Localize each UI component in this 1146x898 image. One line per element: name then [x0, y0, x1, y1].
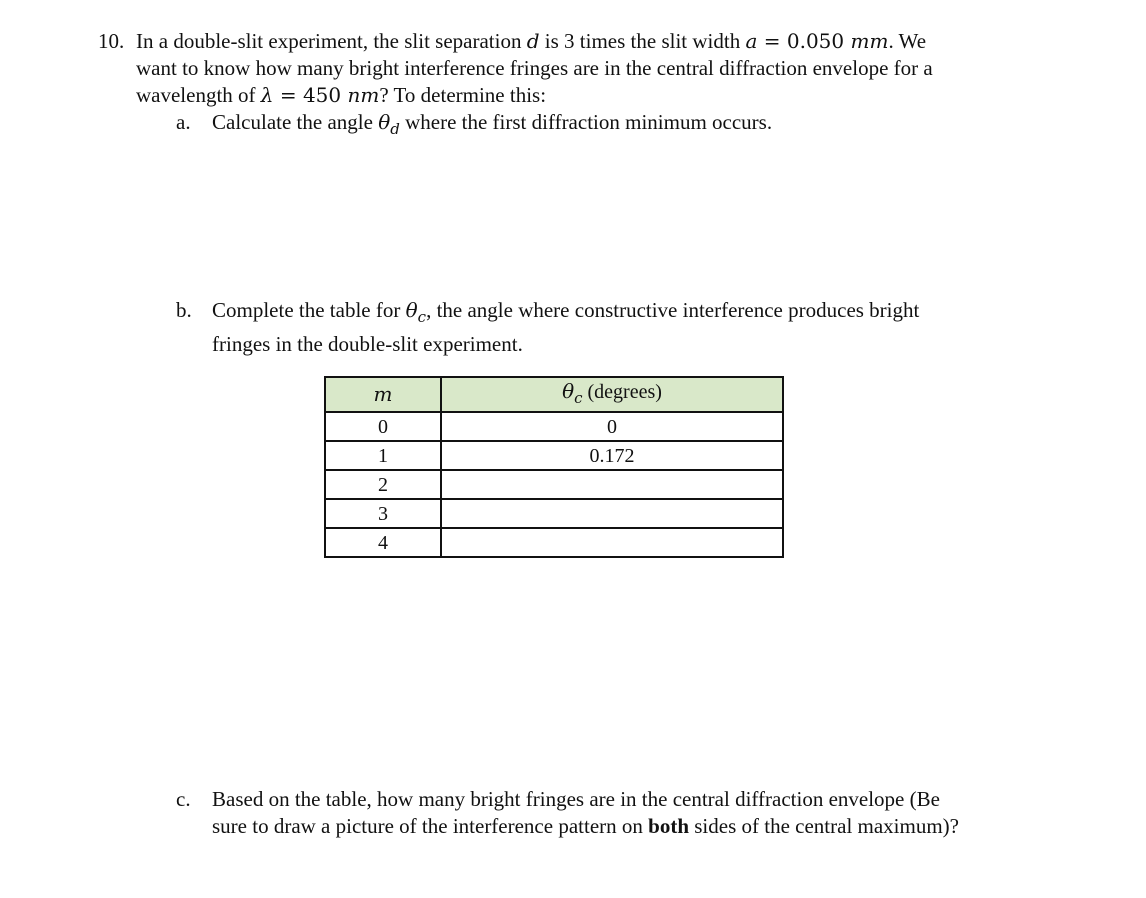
header-theta-symbol: θ [562, 379, 575, 403]
part-b-line-1 [212, 297, 919, 331]
unit-mm: mm [850, 29, 889, 53]
part-a-text [212, 109, 772, 143]
header-m-label: m [373, 382, 393, 406]
cell-m: 3 [325, 499, 441, 528]
table-row [325, 441, 783, 470]
part-b-text [212, 297, 919, 358]
variable-theta: θ [378, 110, 391, 134]
cell-theta[interactable] [441, 470, 783, 499]
part-b-text-segment: Complete the table for [212, 298, 406, 322]
variable-d: d [526, 29, 540, 53]
subscript-c: c [417, 308, 427, 326]
part-c-text [212, 786, 959, 840]
variable-lambda: λ [260, 83, 274, 107]
table-row [325, 528, 783, 557]
question-line-1 [136, 28, 1056, 55]
part-a-text-segment: Calculate the angle [212, 110, 379, 134]
question-text-segment: In a double-slit experiment, the slit separation [136, 29, 527, 53]
cell-m: 0 [325, 412, 441, 441]
part-c-line-2 [212, 813, 959, 840]
part-b-label: b. [176, 298, 192, 322]
variable-theta: θ [405, 298, 418, 322]
subscript-d: d [390, 120, 400, 138]
cell-m: 1 [325, 441, 441, 470]
part-b-line-2: fringes in the double-slit experiment. [212, 332, 523, 356]
question-text [136, 28, 1056, 109]
header-theta-subscript: c [574, 389, 583, 407]
part-b-text-segment: , the angle where constructive interference produces bright [426, 298, 920, 322]
part-a-label: a. [176, 110, 191, 134]
fringe-angle-table [324, 376, 784, 558]
header-theta-unit: (degrees) [582, 381, 662, 403]
wavelength-value: = 450 [273, 83, 348, 107]
question-text-segment: . We [888, 29, 927, 53]
part-c-text-segment: sides of the central maximum)? [689, 814, 959, 838]
cell-theta[interactable] [441, 499, 783, 528]
cell-m: 4 [325, 528, 441, 557]
part-c-text-segment: sure to draw a picture of the interference pattern on [212, 814, 649, 838]
table-row [325, 499, 783, 528]
table-row [325, 470, 783, 499]
question-text-segment: is 3 times the slit width [539, 29, 746, 53]
header-m [325, 377, 441, 412]
part-a-text-segment: where the first diffraction minimum occurs. [399, 110, 773, 134]
question-line-3 [136, 82, 1056, 109]
slit-width-value: = 0.050 [757, 29, 851, 53]
part-c-line-1: Based on the table, how many bright fringes are in the central diffraction envelope (Be [212, 787, 940, 811]
part-c-label: c. [176, 787, 191, 811]
emphasis-both: both [648, 814, 689, 838]
cell-theta[interactable] [441, 528, 783, 557]
variable-a: a [745, 29, 758, 53]
cell-theta[interactable]: 0.172 [441, 441, 783, 470]
table-row [325, 412, 783, 441]
table-header-row [325, 377, 783, 412]
unit-nm: nm [347, 83, 380, 107]
question-number: 10. [98, 29, 125, 53]
header-theta [441, 377, 783, 412]
question-text-segment: ? To determine this: [379, 83, 547, 107]
question-line-2: want to know how many bright interference fringes are in the central diffraction envelope for a [136, 56, 933, 80]
cell-m: 2 [325, 470, 441, 499]
cell-theta[interactable]: 0 [441, 412, 783, 441]
question-text-segment: wavelength of [136, 83, 261, 107]
